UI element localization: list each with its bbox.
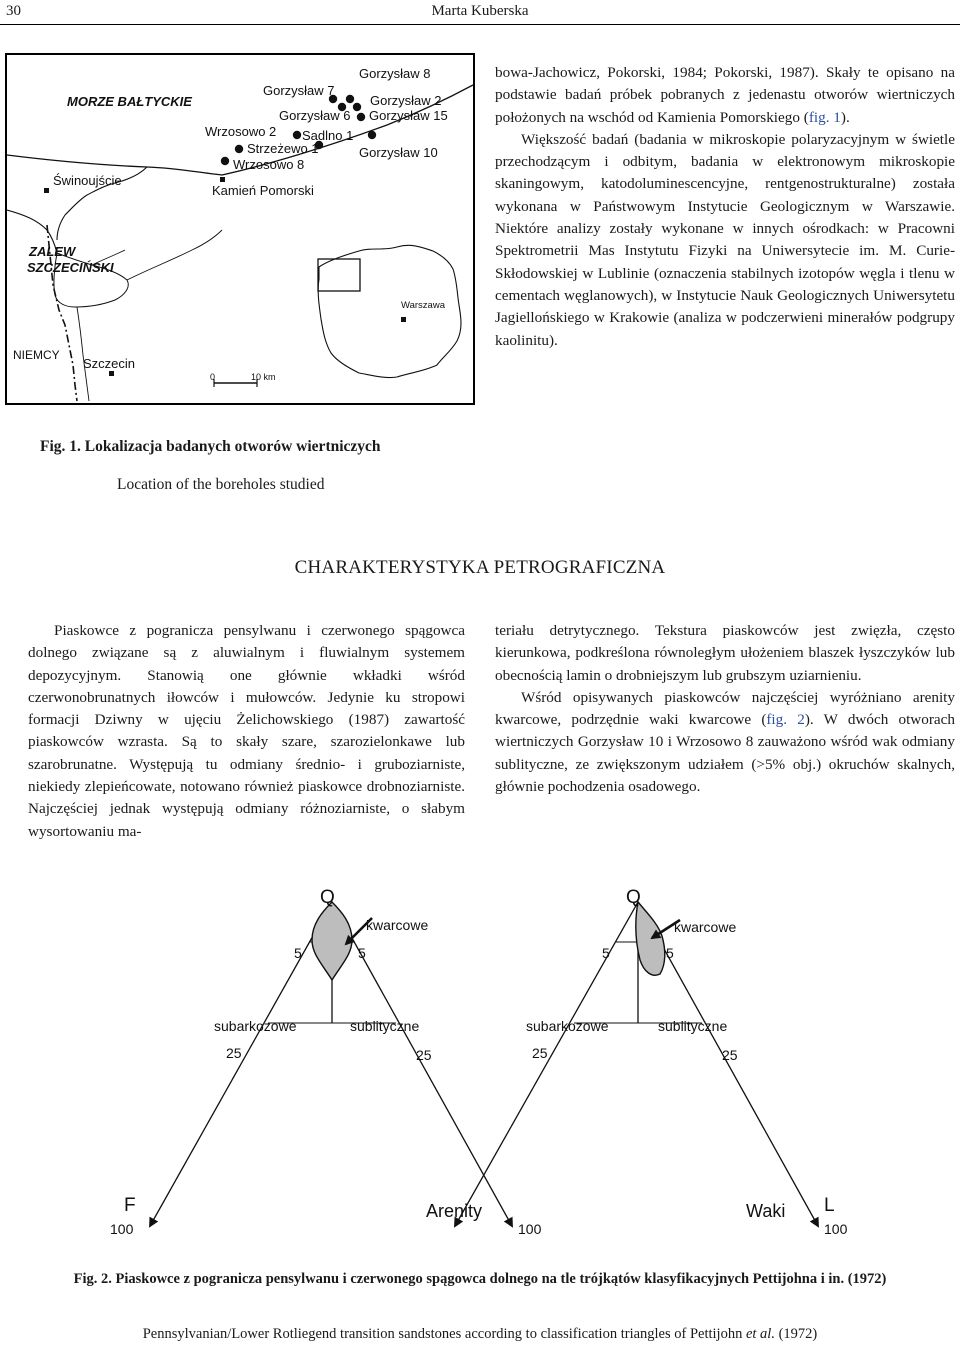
waki-label: Waki xyxy=(746,1201,786,1221)
classification-diagram xyxy=(100,880,860,1250)
arenity-field xyxy=(312,902,352,980)
l-label: L xyxy=(824,1195,835,1216)
section-left-column xyxy=(28,620,465,843)
twentyfive-label-left-b: 25 xyxy=(416,1047,432,1063)
five-label-left-b: 5 xyxy=(358,945,366,961)
fig2-caption-en-a: Pennsylvanian/Lower Rotliegend transition sandstones according to classification triangles of Pettijohn xyxy=(142,1326,746,1342)
warszawa-square xyxy=(401,317,406,322)
town-szczecin-square xyxy=(109,371,114,376)
right-p2-text-b: ). W dwóch otworach wiertniczych Gorzysław 10 i Wrzosowo 8 zauważono wśród wak odmiany sublityczne, ze zwiększonym udziałem (>5% obj.) okruchów skalnych, głównie pochodzenia osadowego. xyxy=(495,711,956,796)
dot-gorzyslaw-2 xyxy=(353,103,361,111)
header-rule xyxy=(0,24,960,25)
hundred-label-f: 100 xyxy=(110,1221,134,1237)
q-label-right: Q xyxy=(626,887,641,908)
subarkozowe-label-right: subarkozowe xyxy=(526,1018,609,1034)
fig2-caption-en-etal: et al. xyxy=(745,1326,775,1342)
twentyfive-label-right-a: 25 xyxy=(532,1045,548,1061)
section-left-paragraph: Piaskowce z pogranicza pensylwanu i czerwonego spągowca dolnego związane są z aluwialnym i fluwialnym systemem depozycyjnym. Stanowią one głównie wkładki wśród czerwonobrunatnych iłowców i mułowców. Jedynie ku stropowi formacji Dziwny w ujęciu Żelichowskiego (1987) zawartość piaskowców wzrasta. Są to skały szare, szarozielonkawe lub szarobrunatne. Występują tu odmiany średnio- i gruboziarniste, niekiedy zlepieńcowate, notowano również piaskowce drobnoziarniste. Najczęściej jednak występują odmiany różnoziarniste, o słabym wysortowaniu ma- xyxy=(28,622,465,840)
dot-gorzyslaw-15 xyxy=(357,113,365,121)
scale-end-label: 10 km xyxy=(251,372,276,382)
arenity-triangle xyxy=(150,902,512,1226)
hundred-label-l: 100 xyxy=(824,1221,848,1237)
section-right-paragraph-1: teriału detrytycznego. Tekstura piaskowców jest zwięzła, często kierunkowa, podkreślona równoległym ułożeniem blaszek łyszczyków lub obecnością lamin o drobniejszym lub grubszym uziarnieniu. xyxy=(495,622,955,684)
intro-column xyxy=(495,62,955,352)
dot-wrzosowo-2 xyxy=(293,131,301,139)
town-kamien-square xyxy=(220,177,225,182)
fig1-caption: Fig. 1. Lokalizacja badanych otworów wiertniczych xyxy=(40,438,381,455)
label-gorzyslaw-6: Gorzysław 6 xyxy=(279,108,351,123)
hundred-label-mid: 100 xyxy=(518,1221,542,1237)
section-title: CHARAKTERYSTYKA PETROGRAFICZNA xyxy=(294,557,666,578)
label-kamien-pomorski: Kamień Pomorski xyxy=(212,183,314,198)
fig2-caption: Fig. 2. Piaskowce z pogranicza pensylwanu i czerwonego spągowca dolnego na tle trójkątów klasyfikacyjnych Pettijohna i in. (1972) xyxy=(73,1271,887,1287)
dot-gorzyslaw-8 xyxy=(346,95,354,103)
five-label-right-a: 5 xyxy=(602,945,610,961)
twentyfive-label-left-a: 25 xyxy=(226,1045,242,1061)
waki-triangle xyxy=(455,902,818,1226)
intro-paragraph-2: Większość badań (badania w mikroskopie polaryzacyjnym w świetle przechodzącym i odbitym, badania w elektronowym mikroskopie skaningowym, katodoluminescencyjne, rentgenostrukturalne) została wykonana w Państwowym Instytucie Geologicznym w Warszawie. Niektóre analizy zostały wykonane w innych ośrodkach: w Pracowni Spektrometrii Mas Instytutu Fizyki na Uniwersytecie im. M. Curie-Skłodowskiej w Lublinie (oznaczenia stabilnych izotopów węgla i tlenu w cementach węglanowych), w Instytucie Nauk Geologicznych Uniwersytetu Jagiellońskiego w Krakowie (analiza w podczerwieni minerałów podgrupy kaolinitu). xyxy=(495,130,955,349)
lagoon-label-1: ZALEW xyxy=(29,244,76,259)
section-right-paragraph-2 xyxy=(495,687,955,798)
twentyfive-label-right-b: 25 xyxy=(722,1047,738,1063)
label-swinoujscie: Świnoujście xyxy=(53,173,122,188)
label-strzezewo-1: Strzeżewo 1 xyxy=(247,141,319,156)
fig2-caption-en-b: (1972) xyxy=(774,1326,818,1342)
label-warszawa: Warszawa xyxy=(401,300,445,311)
label-wrzosowo-2: Wrzosowo 2 xyxy=(205,124,277,139)
label-wrzosowo-8: Wrzosowo 8 xyxy=(233,157,305,172)
q-label-left: Q xyxy=(320,887,335,908)
odra-river xyxy=(77,307,89,401)
arenity-label: Arenity xyxy=(426,1201,483,1221)
dot-wrzosowo-8 xyxy=(221,157,229,165)
intro-p1-text: bowa-Jachowicz, Pokorski, 1984; Pokorski, 1987). Skały te opisano na podstawie badań próbek pobranych z jedenastu otworów wiertniczych położonych na wschód od Kamienia Pomorskiego ( xyxy=(495,64,955,126)
dot-gorzyslaw-10 xyxy=(368,131,376,139)
five-label-left-a: 5 xyxy=(294,945,302,961)
sublityczne-label-left: sublityczne xyxy=(350,1018,420,1034)
poland-outline xyxy=(318,245,461,377)
page-number: 30 xyxy=(6,3,21,19)
intro-paragraph-1 xyxy=(495,62,955,129)
right-p2-text-a: Wśród opisywanych piaskowców najczęściej wyróżniano arenity kwarcowe, podrzędnie waki kwarcowe ( xyxy=(495,688,955,729)
fig2-link[interactable]: fig. 2 xyxy=(766,711,805,729)
waki-field xyxy=(636,902,665,975)
lagoon-label-2: SZCZECIŃSKI xyxy=(27,260,114,275)
country-label: NIEMCY xyxy=(13,348,60,362)
kwarcowe-label-left: kwarcowe xyxy=(366,917,429,933)
scale-start-label: 0 xyxy=(210,372,216,382)
fig1-link[interactable]: fig. 1 xyxy=(808,108,841,126)
dziwna-river xyxy=(127,230,222,280)
label-gorzyslaw-15: Gorzysław 15 xyxy=(369,108,448,123)
dot-strzezewo-1 xyxy=(235,145,243,153)
label-gorzyslaw-2: Gorzysław 2 xyxy=(370,93,442,108)
label-szczecin: Szczecin xyxy=(83,356,136,371)
sea-label: MORZE BAŁTYCKIE xyxy=(67,94,192,109)
label-gorzyslaw-10: Gorzysław 10 xyxy=(359,145,438,160)
page-header xyxy=(0,0,960,26)
fig1-caption-en: Location of the boreholes studied xyxy=(117,476,325,493)
sublityczne-label-right: sublityczne xyxy=(658,1018,728,1034)
intro-p1-end: ). xyxy=(840,108,850,126)
fig2-caption-en xyxy=(0,1326,960,1343)
kwarcowe-label-right: kwarcowe xyxy=(674,919,737,935)
five-label-right-b: 5 xyxy=(666,945,674,961)
town-swinoujscie-square xyxy=(44,188,49,193)
label-sadlno-1: Sadlno 1 xyxy=(302,128,354,143)
subarkozowe-label-left: subarkozowe xyxy=(214,1018,297,1034)
label-gorzyslaw-8: Gorzysław 8 xyxy=(359,66,431,81)
label-gorzyslaw-7: Gorzysław 7 xyxy=(263,83,335,98)
f-label: F xyxy=(124,1195,136,1216)
section-right-column xyxy=(495,620,955,798)
triangles-drawing xyxy=(100,880,860,1250)
running-head: Marta Kuberska xyxy=(431,3,529,19)
location-map xyxy=(5,53,475,405)
